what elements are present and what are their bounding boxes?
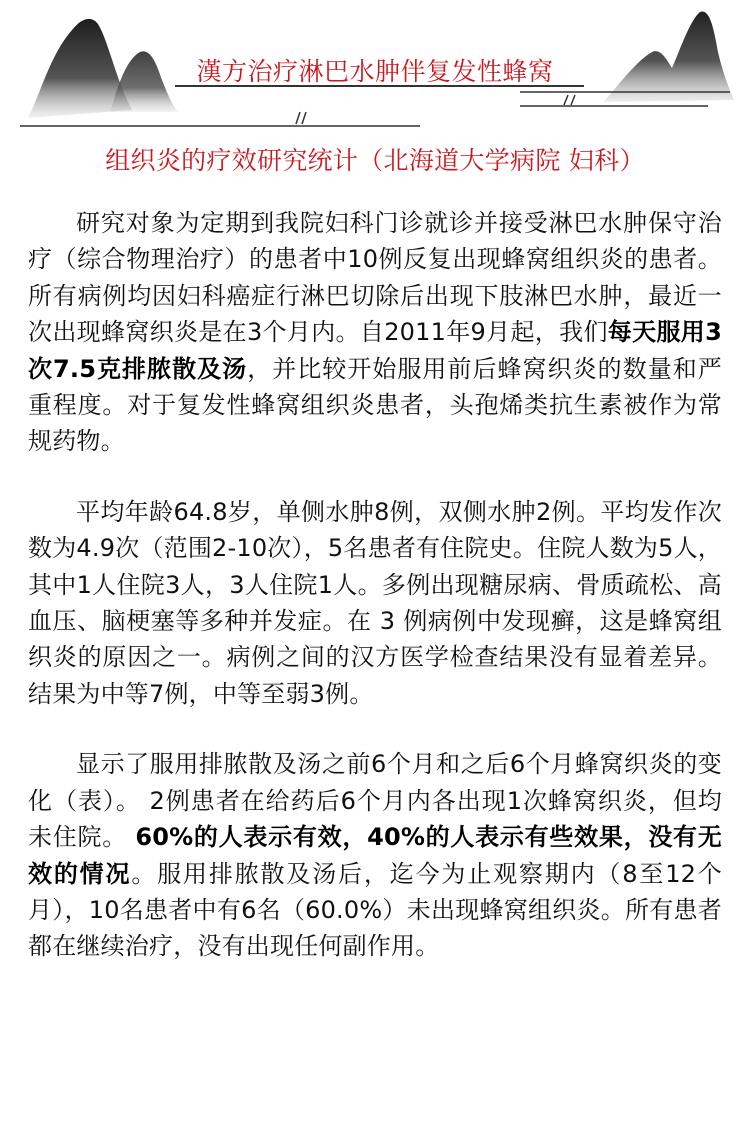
highlight-efficacy: 60%的人表示有效，40%的人表示有些效果，没有无效的情况 bbox=[28, 823, 722, 888]
paragraph-results: 显示了服用排脓散及汤之前6个月和之后6个月蜂窝织炎的变化（表）。 2例患者在给药后6个月内各出现1次蜂窝织炎，但均未住院。 60%的人表示有效，40%的人表示有些效果，没有无效的情况。服用排脓散及汤后，迄今为止观察期内（8至12个月），10名患者中有6名（60.0%）未出现蜂窝组织炎。所有患者都在继续治疗，没有出现任何副作用。 bbox=[28, 750, 722, 961]
page-subtitle: 组织炎的疗效研究统计（北海道大学病院 妇科） bbox=[105, 146, 645, 175]
page-title: 漢方治疗淋巴水肿伴复发性蜂窝 bbox=[196, 57, 554, 86]
paragraph-patient-stats: 平均年龄64.8岁，单侧水肿8例，双侧水肿2例。平均发作次数为4.9次（范围2-10次），5名患者有住院史。住院人数为5人，其中1人住院3人，3人住院1人。多例出现糖尿病、骨质疏松、高血压、脑梗塞等多种并发症。在 3 例病例中发现癣，这是蜂窝组织炎的原因之一。病例之间的汉方医学检查结果没有显着差异。结果为中等7例，中等至弱3例。 bbox=[28, 497, 722, 708]
highlight-dosage: 每天服用3次7.5克排脓散及汤 bbox=[28, 318, 722, 383]
paragraph-study-subjects: 研究对象为定期到我院妇科门诊就诊并接受淋巴水肿保守治疗（综合物理治疗）的患者中10例反复出现蜂窝组织炎的患者。所有病例均因妇科癌症行淋巴切除后出现下肢淋巴水肿，最近一次出现蜂窝织炎是在3个月内。自2011年9月起，我们每天服用3次7.5克排脓散及汤，并比较开始服用前后蜂窝织炎的数量和严重程度。对于复发性蜂窝组织炎患者，头孢烯类抗生素被作为常规药物。 bbox=[28, 209, 722, 456]
article-body bbox=[28, 205, 722, 999]
